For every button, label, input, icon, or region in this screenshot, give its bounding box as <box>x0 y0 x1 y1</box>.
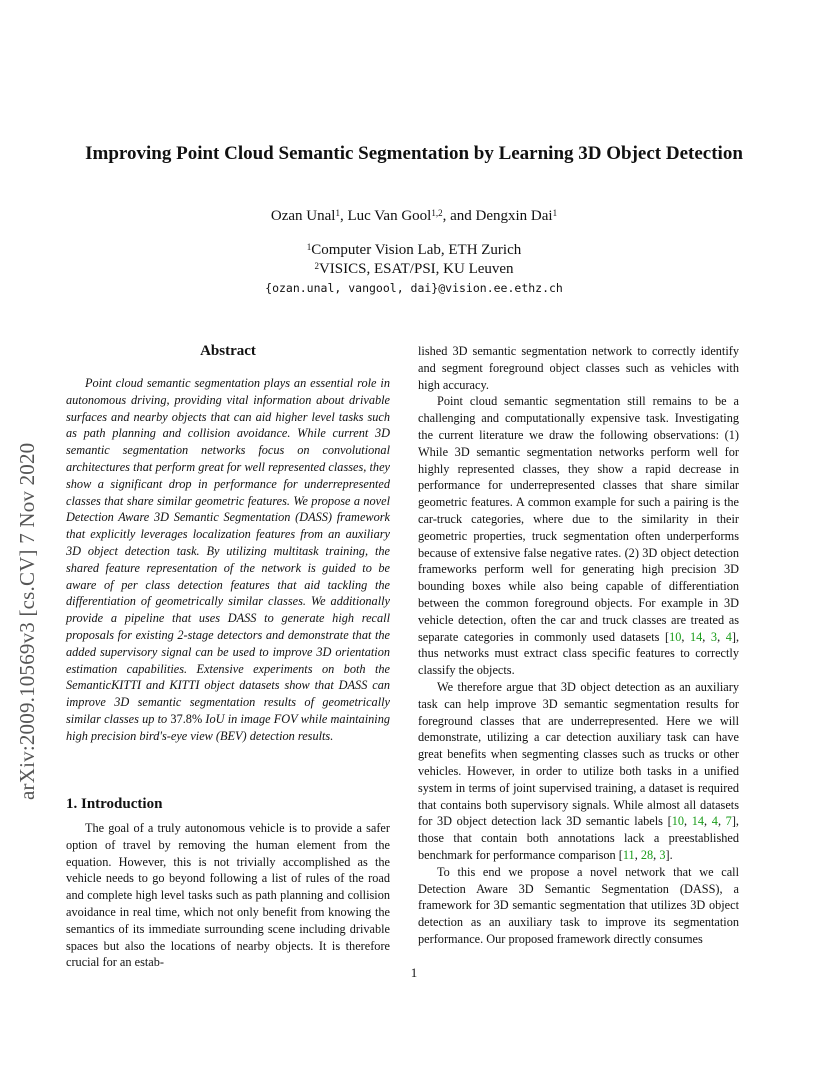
paragraph: lished 3D semantic segmentation network to correctly identify and segment foreground object classes such as vehicles with high accuracy. <box>418 344 739 392</box>
affiliation-text: Computer Vision Lab, ETH Zurich <box>311 242 522 258</box>
citation-link[interactable]: 4 <box>725 629 732 644</box>
author-name: Dengxin Dai <box>475 208 553 224</box>
author-affiliation-marker: 1 <box>552 208 558 218</box>
citation-link[interactable]: 14 <box>689 629 703 644</box>
abstract-heading: Abstract <box>200 343 256 359</box>
citation-link[interactable]: 14 <box>691 814 705 829</box>
citation-link[interactable]: 3 <box>659 847 666 862</box>
affiliation <box>40 260 788 279</box>
citation-link[interactable]: 3 <box>710 629 718 644</box>
citation-link[interactable]: 11 <box>622 847 635 862</box>
abstract-text: Point cloud semantic segmentation plays an essential role in autonomous driving, providing vital information about drivable surfaces and nearby objects that can aid higher level tasks such as path planning and collision avoidance. While current 3D semantic segmentation networks focus on convolutional architectures that perform great for well represented classes, they show a significant drop in performance for underrepresented classes that share similar geometric features. We propose a novel Detection Aware 3D Semantic Segmentation (DASS) framework that explicitly leverages localization features from an auxiliary 3D object detection task. By utilizing multitask training, the shared feature representation of the network is guided to be aware of per class detection features that aid tackling the differentiation of geometrically similar classes. We additionally provide a pipeline that uses DASS to generate high recall proposals for existing 2-stage detectors and demonstrate that the added supervisory signal can be used to improve 3D orientation estimation capabilities. Extensive experiments on both the SemanticKITTI and KITTI object datasets show that DASS can improve 3D semantic segmentation results of geometrically similar classes up to <box>66 376 390 726</box>
author-separator: , <box>339 208 348 224</box>
paragraph: Point cloud semantic segmentation still remains to be a challenging and computationally expensive task. Investigating the current literature we draw the following observations: (1) While 3D semantic segmentation networks perform well for highly represented classes, they show a rapid decrease in performance for underrepresented classes that share similar geometric features. A common example for such a pairing is the car-truck categories, where due to the similarity in their geometric properties, truck segmentation often underperforms because of extensive false negative rates. (2) 3D object detection frameworks perform well for generating high precision 3D bounding boxes while also being capable of differentiation between the common foreground objects. For example in 3D vehicle detection, often the car and truck classes are treated as separate categories in commonly used datasets [10, 14, 3, 4], thus networks must extract class specific features to correctly classify the objects. <box>418 394 740 678</box>
paragraph: We therefore argue that 3D object detection as an auxiliary task can help improve 3D semantic segmentation results for foreground classes that are underrepresented. Here we will demonstrate, utilizing a car detection auxiliary task can have great benefits when segmenting classes such as trucks or other vehicles. However, in order to utilize both tasks in a unified system in terms of joint supervised training, a dataset is required that contains both supervisory signals. While almost all datasets for 3D object detection lack 3D semantic labels [10, 14, 4, 7], those that contain both annotations lack a preestablished benchmark for performance comparison [11, 28, 3]. <box>418 679 739 862</box>
affiliation-text: VISICS, ESAT/PSI, KU Leuven <box>318 261 514 277</box>
author-affiliation-marker: 1,2 <box>431 208 443 218</box>
affiliation <box>40 241 788 260</box>
abstract-value: 37.8% <box>170 711 203 726</box>
author-name: Ozan Unal <box>270 208 336 224</box>
abstract-body <box>66 375 390 745</box>
citation-link[interactable]: 7 <box>725 814 732 829</box>
citation-link[interactable]: 10 <box>671 814 685 829</box>
author-affiliation-marker: 1 <box>335 208 340 218</box>
page-number: 1 <box>410 965 418 980</box>
author-list <box>40 206 788 226</box>
author-emails: {ozan.unal, vangool, dai}@vision.ee.ethz.ch <box>265 281 563 295</box>
section-heading-introduction: 1. Introduction <box>66 796 163 812</box>
abstract-text: IoU in image FOV while maintaining high precision bird's-eye view (BEV) detection results. <box>66 711 390 743</box>
paragraph: The goal of a truly autonomous vehicle is to provide a safer option of travel by removing the human element from the equation. However, this is not trivially accomplished as the vehicle needs to go beyond following a list of rules of the road and complete high level tasks such as path planning and collision avoidance in real time, which not only benefit from knowing the semantics of its immediate surrounding scene including drivable spaces but also the locations of nearby objects. It is therefore crucial for an estab- <box>66 821 390 970</box>
arxiv-stamp: arXiv:2009.10569v3 [cs.CV] 7 Nov 2020 <box>15 442 39 800</box>
citation-link[interactable]: 28 <box>640 847 654 862</box>
author-separator: , and <box>442 208 476 224</box>
citation-link[interactable]: 4 <box>711 814 718 829</box>
paper-title: Improving Point Cloud Semantic Segmentation by Learning 3D Object Detection <box>85 143 743 164</box>
citation-link[interactable]: 10 <box>669 629 682 644</box>
intro-right-column <box>418 343 739 948</box>
intro-left-column <box>66 820 390 971</box>
paragraph: To this end we propose a novel network that we call Detection Aware 3D Semantic Segmentation (DASS), a framework for 3D semantic segmentation that utilizes 3D object detection as an auxiliary task to improve its segmentation performance. Our proposed framework directly consumes <box>418 864 739 946</box>
affiliation-marker: 1 <box>306 242 312 252</box>
affiliation-marker: 2 <box>314 261 319 271</box>
author-name: Luc Van Gool <box>347 208 432 224</box>
